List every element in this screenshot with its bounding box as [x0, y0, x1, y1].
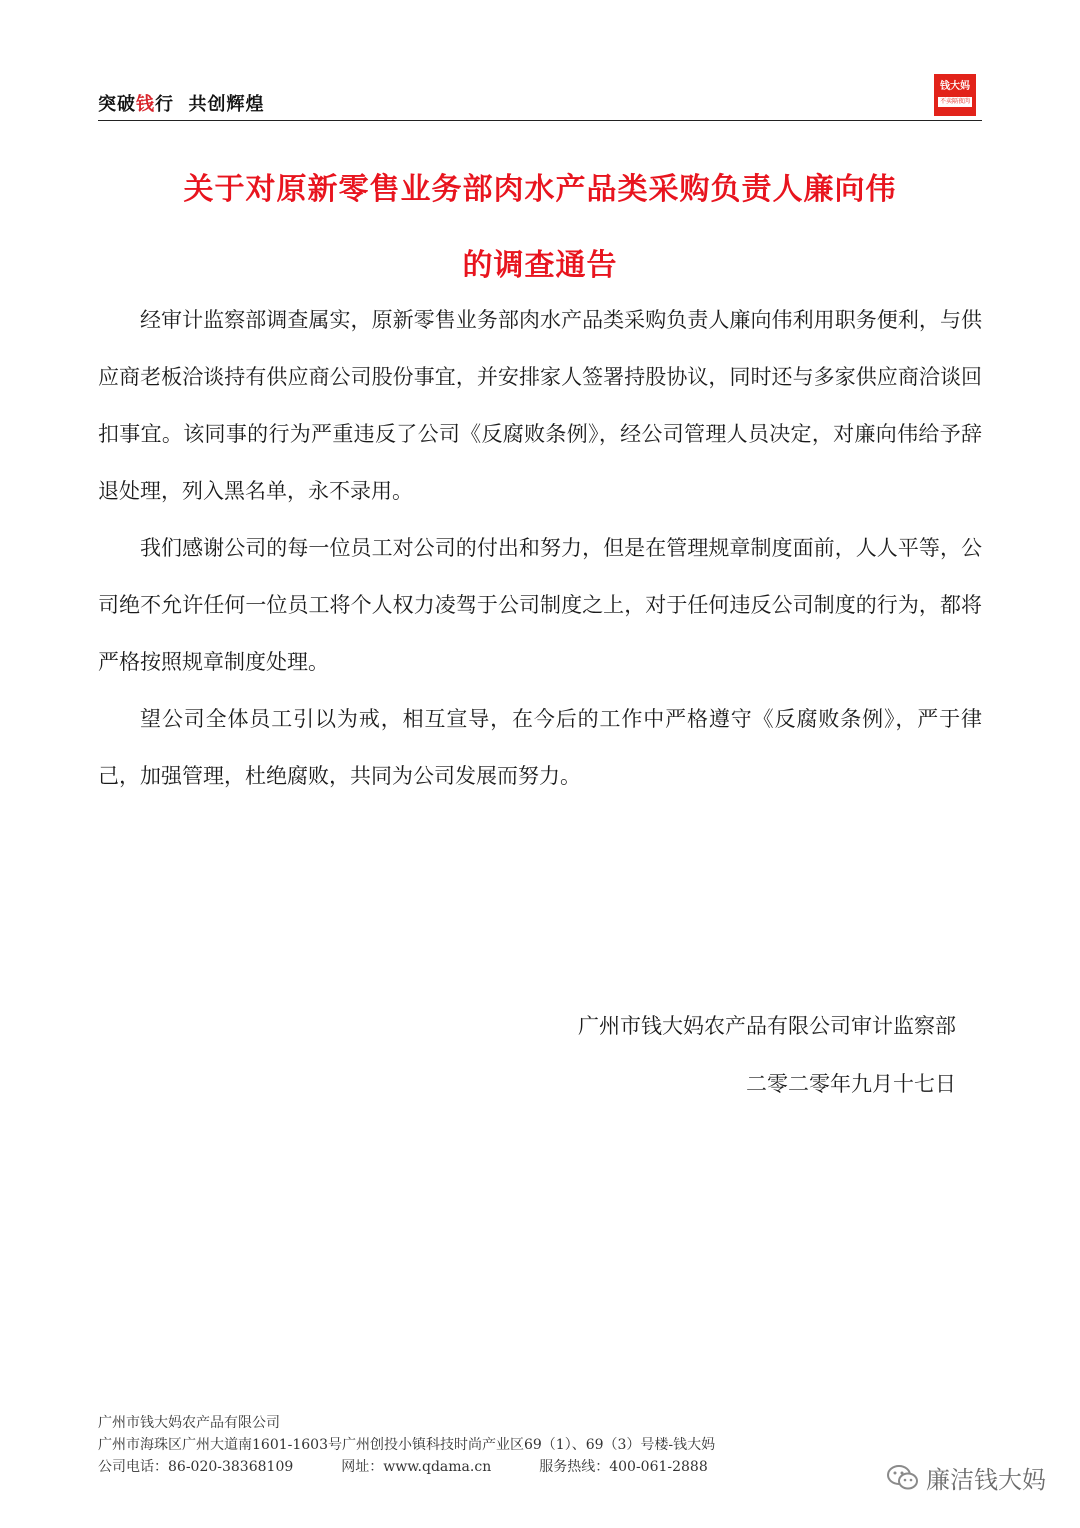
- company-logo: [934, 74, 976, 116]
- slogan-part2: 行 共创辉煌: [155, 94, 265, 115]
- logo-subtext: 不卖隔夜肉: [939, 98, 970, 105]
- footer-website: 网址：www.qdama.cn: [341, 1459, 492, 1475]
- footer-company: 广州市钱大妈农产品有限公司: [98, 1415, 280, 1431]
- footer-address: 广州市海珠区广州大道南1601-1603号广州创投小镇科技时尚产业区69（1）、69（3）号楼-钱大妈: [98, 1437, 716, 1453]
- document-title-line2: 的调查通告: [462, 248, 618, 283]
- document-title-line1: 关于对原新零售业务部肉水产品类采购负责人廉向伟: [183, 172, 897, 207]
- body-paragraph-2: 我们感谢公司的每一位员工对公司的付出和努力，但是在管理规章制度面前，人人平等，公司绝不允许任何一位员工将个人权力凌驾于公司制度之上，对于任何违反公司制度的行为，都将严格按照规章制度处理。: [98, 536, 982, 674]
- slogan-accent: 钱: [136, 94, 155, 115]
- watermark-text: 廉洁钱大妈: [926, 1466, 1046, 1494]
- signature-date: 二零二零年九月十七日: [746, 1072, 956, 1096]
- logo-text: 钱大妈: [940, 81, 970, 92]
- wechat-watermark: [886, 1460, 1046, 1495]
- slogan-part1: 突破: [98, 94, 136, 115]
- signature-org: 广州市钱大妈农产品有限公司审计监察部: [578, 1014, 956, 1038]
- header-slogan: [98, 90, 265, 116]
- document-body: [98, 292, 982, 805]
- document-footer: [98, 1412, 878, 1478]
- footer-contact-row: [98, 1456, 878, 1478]
- body-paragraph-3: 望公司全体员工引以为戒，相互宣导，在今后的工作中严格遵守《反腐败条例》，严于律己，加强管理，杜绝腐败，共同为公司发展而努力。: [98, 707, 982, 788]
- footer-phone: 公司电话：86-020-38368109: [98, 1459, 294, 1475]
- footer-hotline: 服务热线：400-061-2888: [539, 1459, 708, 1475]
- body-paragraph-1: 经审计监察部调查属实，原新零售业务部肉水产品类采购负责人廉向伟利用职务便利，与供应商老板洽谈持有供应商公司股份事宜，并安排家人签署持股协议，同时还与多家供应商洽谈回扣事宜。该同事的行为严重违反了公司《反腐败条例》，经公司管理人员决定，对廉向伟给予辞退处理，列入黑名单，永不录用。: [98, 308, 982, 503]
- document-header: [98, 72, 982, 121]
- wechat-icon: [886, 1463, 920, 1493]
